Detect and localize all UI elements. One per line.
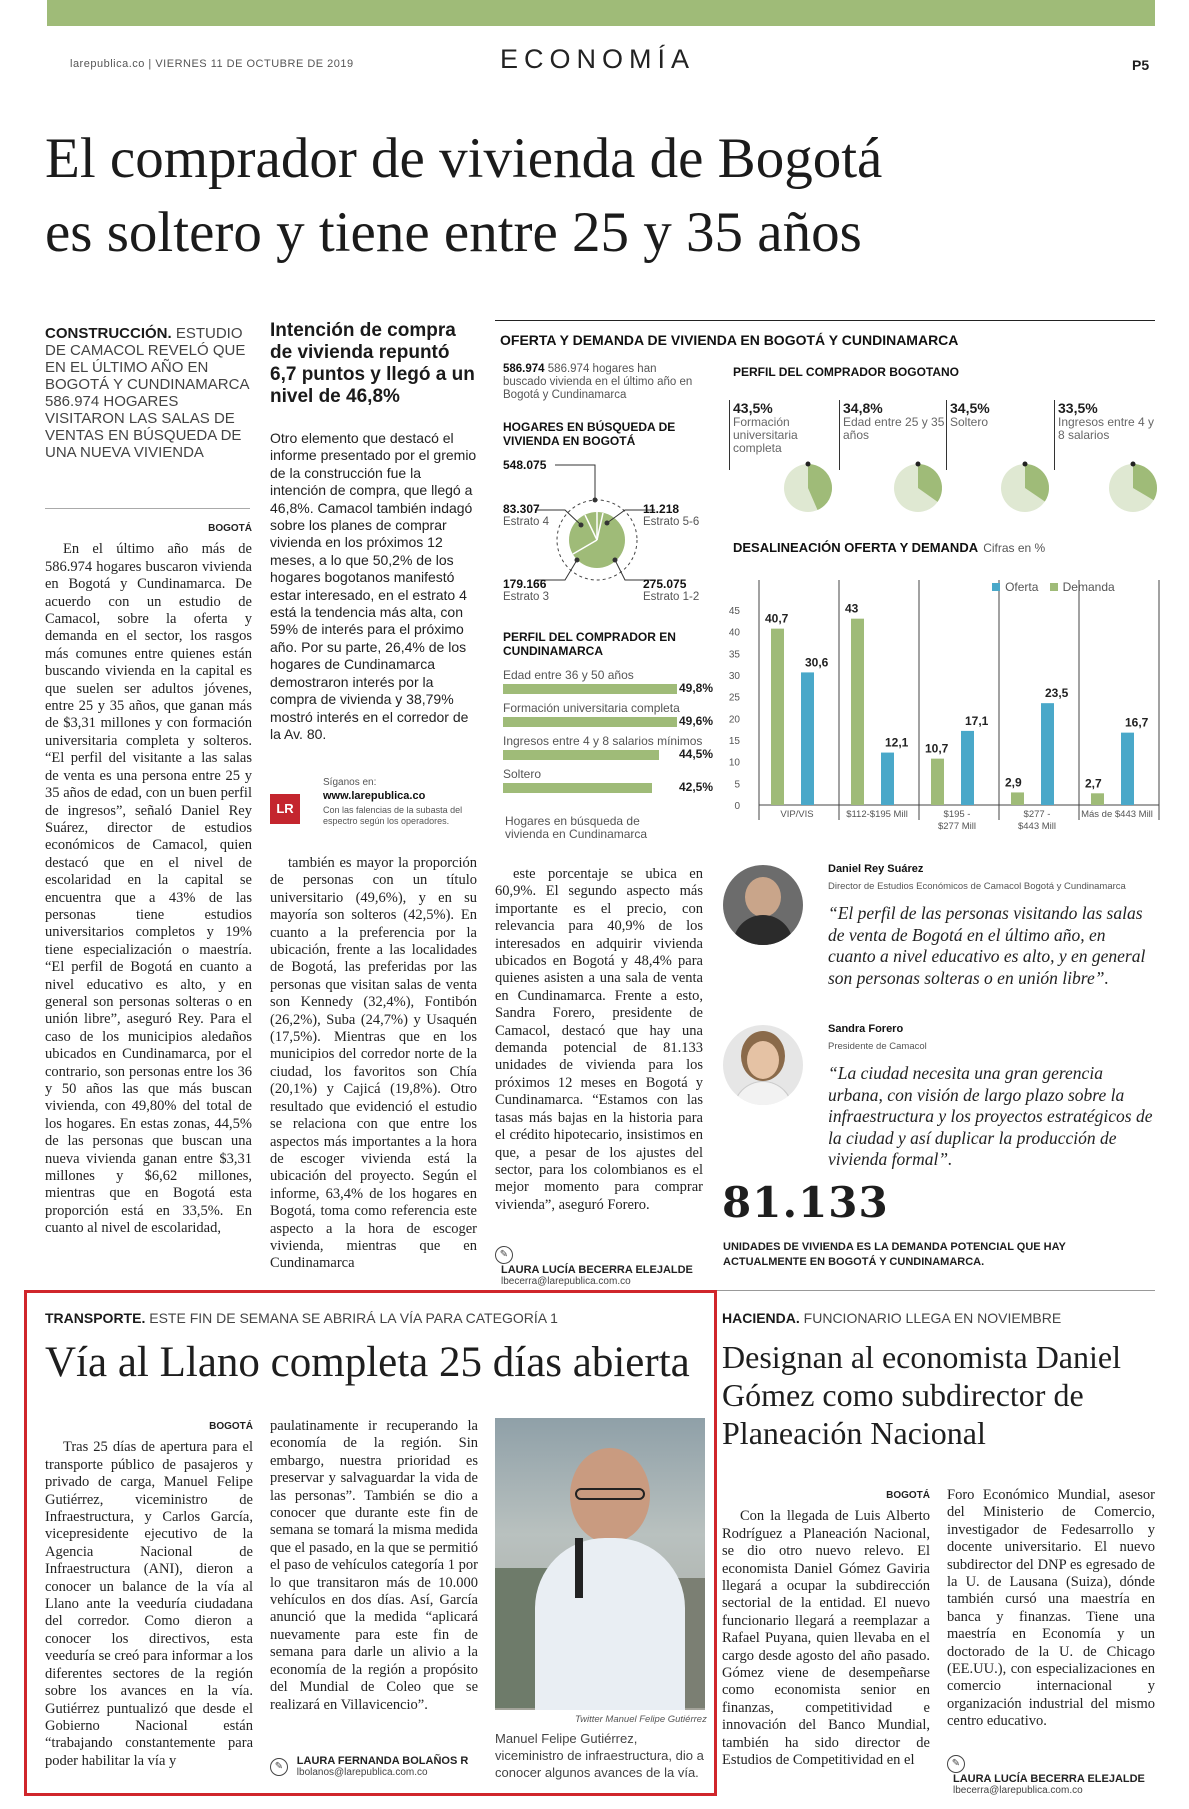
perfil-desc: Edad entre 25 y 35 años bbox=[843, 415, 945, 442]
avatar-sandra-forero bbox=[723, 1025, 803, 1105]
estrato-3 bbox=[503, 577, 549, 604]
cund-bar-label: Ingresos entre 4 y 8 salarios mínimos bbox=[503, 734, 703, 748]
big-number: 81.133 bbox=[722, 1178, 889, 1227]
bar-value-label: 12,1 bbox=[885, 735, 909, 750]
x-category-label-line2: $443 Mill bbox=[1017, 821, 1057, 832]
estrato-value: 83.307 bbox=[503, 502, 540, 516]
perfil-desc: Ingresos entre 4 y 8 salarios bbox=[1058, 415, 1155, 442]
main-kicker bbox=[45, 325, 250, 461]
perfil-item bbox=[843, 400, 948, 442]
quote-1-role: Director de Estudios Económicos de Camacol Bogotá y Cundinamarca bbox=[828, 881, 1126, 892]
perfil-pie bbox=[778, 458, 838, 518]
byline-icon: ✎ bbox=[495, 1246, 513, 1264]
sidebar-text: Otro elemento que destacó el informe presentado por el gremio de la construcción fue la intención de compra, que llegó a 46,8%. Camacol también indagó sobre los planes de comprar vivienda en los próximos 12 meses, a lo que 50,2% de los hogares bogotanos manifestó estar interesado, en el estrato 4 está la tendencia más alta, con 59% de interés para el próximo año. Por su parte, 26,4% de los hogares de Cundinamarca demostraron interés por la compra de vivienda y 38,79% mostró interés en el corredor de la Av. 80. bbox=[270, 430, 477, 742]
chart-title: DESALINEACIÓN OFERTA Y DEMANDA bbox=[733, 540, 979, 555]
main-article-col2 bbox=[270, 855, 477, 1280]
hacienda-text-col1: Con la llegada de Luis Alberto Rodríguez a Planeación Nacional, se dio otro nuevo relevo. El economista Daniel Gómez Gaviria llegará a ocupar la subdirección sectorial de la entidad. El nuevo funcionario llegará a reemplazar a Rafael Puyana, quien llevaba en el cargo desde agosto del año pasado. Gómez viene de desempeñarse como economista senior en finanzas, competitividad e innovación del Banco Mundial, también ha sido director de Estudios de Competitividad en el bbox=[722, 1508, 930, 1769]
bar-oferta bbox=[961, 731, 974, 805]
cund-bar-value: 49,6% bbox=[678, 714, 713, 728]
transport-kicker-label: TRANSPORTE. bbox=[45, 1310, 146, 1326]
hogares-intro: 586.974 586.974 hogares han buscado vivienda en el último año en Bogotá y Cundinamarca bbox=[503, 363, 693, 401]
chart-subtitle: Cifras en % bbox=[983, 541, 1046, 555]
chart-heading bbox=[733, 537, 1045, 556]
cund-bar-row bbox=[503, 701, 713, 727]
y-tick-label: 45 bbox=[728, 606, 740, 617]
dateline: BOGOTÁ bbox=[208, 523, 252, 534]
byline-email[interactable]: lbecerra@larepublica.com.co bbox=[953, 1785, 1083, 1796]
estrato-label: Estrato 4 bbox=[503, 516, 550, 528]
article-text-col3: este porcentaje se ubica en 60,9%. El segundo aspecto más importante es el precio, con relevancia para 40,9% de los interesados en adquirir vivienda ubicados en Bogotá y 48,4% para quienes asisten a una sala de venta en Cundinamarca. Frente a esto, Sandra Forero, presidente de Camacol, destacó que hay una demanda potencial de 81.133 unidades de vivienda para los próximos 12 meses en Bogotá y Cundinamarca. “Estamos con las tasas más bajas en la historia para el crédito hipotecario, insistimos en que, a pesar de los ajustes del sector, para los colombianos es el mejor momento para comprar vivienda”, aseguró Forero. bbox=[495, 866, 703, 1213]
top-color-bar bbox=[47, 0, 1155, 26]
follow-box bbox=[270, 776, 480, 838]
transport-kicker-text: ESTE FIN DE SEMANA SE ABRIRÁ LA VÍA PARA CATEGORÍA 1 bbox=[149, 1310, 558, 1326]
estrato-value: 275.075 bbox=[643, 577, 687, 591]
y-tick-label: 25 bbox=[728, 692, 740, 704]
hacienda-headline: Designan al economista Daniel Gómez como subdirector de Planeación Nacional bbox=[722, 1339, 1121, 1451]
byline-email[interactable]: lbecerra@larepublica.com.co bbox=[501, 1276, 631, 1287]
x-category-label-line2: $277 Mill bbox=[937, 821, 977, 832]
transport-col1 bbox=[45, 1418, 253, 1788]
transport-byline bbox=[270, 1755, 480, 1778]
bar-oferta bbox=[801, 672, 814, 805]
cund-bar-value: 42,5% bbox=[678, 780, 713, 794]
hacienda-col2 bbox=[947, 1487, 1155, 1752]
bar-value-label: 2,7 bbox=[1085, 776, 1102, 791]
y-tick-label: 30 bbox=[728, 671, 740, 682]
main-headline bbox=[45, 122, 1145, 270]
big-number-caption: UNIDADES DE VIVIENDA ES LA DEMANDA POTENCIAL QUE HAY ACTUALMENTE EN BOGOTÁ Y CUNDINAMARCA. bbox=[723, 1241, 1066, 1268]
bar-demanda bbox=[851, 619, 864, 805]
cund-bar bbox=[503, 684, 677, 694]
perfil-pct: 33,5% bbox=[1058, 400, 1098, 416]
cund-bar bbox=[503, 783, 652, 793]
bar-demanda bbox=[771, 629, 784, 805]
quote-2-role: Presidente de Camacol bbox=[828, 1041, 927, 1052]
y-tick-label: 40 bbox=[728, 627, 740, 639]
bar-value-label: 16,7 bbox=[1125, 715, 1149, 730]
main-byline bbox=[495, 1246, 705, 1287]
perfil-pie bbox=[888, 458, 948, 518]
infographic-title: OFERTA Y DEMANDA DE VIVIENDA EN BOGOTÁ Y CUNDINAMARCA bbox=[500, 332, 959, 348]
cund-bar bbox=[503, 717, 677, 727]
cund-bar-label: Formación universitaria completa bbox=[503, 701, 680, 715]
perfil-pct: 34,5% bbox=[950, 400, 990, 416]
estrato-label: Estrato 5-6 bbox=[643, 516, 700, 528]
quote-2-name: Sandra Forero bbox=[828, 1023, 904, 1035]
follow-label: Síganos en: bbox=[323, 777, 377, 788]
legend-demanda: Demanda bbox=[1062, 580, 1115, 594]
quote-1-name: Daniel Rey Suárez bbox=[828, 863, 924, 875]
byline-name: LAURA LUCÍA BECERRA ELEJALDE bbox=[953, 1773, 1145, 1785]
page-number: P5 bbox=[1132, 57, 1150, 73]
desalineacion-chart bbox=[720, 560, 1160, 845]
chart-legend bbox=[992, 576, 1115, 595]
cund-bar-row bbox=[503, 668, 713, 694]
byline-email[interactable]: lbolanos@larepublica.com.co bbox=[296, 1767, 428, 1778]
legend-demanda-swatch bbox=[1050, 583, 1058, 591]
bar-oferta bbox=[1041, 703, 1054, 805]
bar-demanda bbox=[1011, 792, 1024, 805]
cund-bar-value: 49,8% bbox=[678, 681, 713, 695]
cund-bar-label: Edad entre 36 y 50 años bbox=[503, 668, 634, 682]
headline-line-1: El comprador de vivienda de Bogotá bbox=[45, 127, 883, 190]
bar-value-label: 2,9 bbox=[1005, 775, 1022, 790]
quote-1-text: “El perfil de las personas visitando las salas de venta de Bogotá en el último año, en cuanto a nivel educativo es alto, y en general son personas solteras o en unión libre”. bbox=[828, 903, 1146, 988]
sidebar-title: Intención de compra de vivienda repuntó 6,7 puntos y llegó a un nivel de 46,8% bbox=[270, 320, 475, 407]
perfil-pie bbox=[1103, 458, 1163, 518]
site-and-date: larepublica.co | VIERNES 11 DE OCTUBRE DE 2019 bbox=[70, 58, 354, 70]
estrato-label: Estrato 1-2 bbox=[643, 591, 700, 603]
cund-bar-value: 44,5% bbox=[678, 747, 713, 761]
hacienda-col1 bbox=[722, 1487, 930, 1787]
infographic-top-rule bbox=[495, 320, 1155, 321]
transport-text-col2: paulatinamente ir recuperando la economía de la región. Sin embargo, nuestra prioridad es preservar y salvaguardar la vida de las personas”. También se dio a conocer que durante este fin de semana se tomará la misma medida que el pasado, en la que se permitió el paso de vehículos categoría 1 por lo que transitaron más de 10.000 vehículos en dos días. Así, García anunció que la medida “aplicará nuevamente para este fin de semana para darle un alivio a la economía de la región a propósito del Mundial de Coleo que se realizará en Villavicencio”. bbox=[270, 1418, 478, 1713]
y-tick-label: 0 bbox=[734, 801, 740, 812]
x-category-label: Más de $443 Mill bbox=[1081, 809, 1153, 820]
main-article-col3 bbox=[495, 866, 703, 1241]
hacienda-byline bbox=[947, 1755, 1157, 1796]
cund-title: PERFIL DEL COMPRADOR EN CUNDINAMARCA bbox=[503, 630, 676, 658]
x-category-label: $112-$195 Mill bbox=[846, 809, 908, 820]
hacienda-kicker-text: FUNCIONARIO LLEGA EN NOVIEMBRE bbox=[803, 1310, 1062, 1326]
article-text-col2: también es mayor la proporción de personas con un título universitario (49,6%), y en su mayoría son solteros (42,5%). En cuanto a la preferencia por la ubicación, frente a las localidades de Bogotá, las preferidas por las personas que visitan salas de venta son Kennedy (32,4%), Fontibón (26,2%), Suba (24,7%) y Usaquén (17,5%). Mientras que en los municipios del corredor norte de la ciudad, los favoritos son Chía (20,1%) y Cajicá (19,8%). Otro resultado que evidenció el estudio se relaciona con que entre los aspectos más importantes a la hora de escoger vivienda está la ubicación del proyecto. Según el informe, 63,4% de los hogares en Bogotá, toma como referencia este aspecto a la hora de escoger vivienda, mientras que en Cundinamarca bbox=[270, 855, 477, 1272]
byline-name: LAURA FERNANDA BOLAÑOS R bbox=[296, 1755, 469, 1767]
estrato-1-2 bbox=[643, 577, 699, 604]
perfil-item bbox=[733, 400, 838, 455]
perfil-pct: 34,8% bbox=[843, 400, 883, 416]
perfil-item bbox=[1058, 400, 1163, 442]
hacienda-dateline: BOGOTÁ bbox=[886, 1490, 930, 1501]
x-category-label: VIP/VIS bbox=[780, 809, 814, 820]
x-category-label: $277 - bbox=[1023, 809, 1051, 820]
perfil-pie bbox=[995, 458, 1055, 518]
hacienda-text-col2: Foro Económico Mundial, asesor del Ministerio de Comercio, investigador de Fedesarrollo y docente universitario. El nuevo subdirector del DNP es egresado de la U. de Lausana (Suiza), dónde también cursó una maestría en banca y finanzas. Tiene una maestría en Economía y un doctorado de la U. de Chicago (EE.UU.), con especializaciones en comercio internacional y organización industrial del mismo centro educativo. bbox=[947, 1487, 1155, 1730]
article-text-col1: En el último año más de 586.974 hogares buscaron vivienda en Bogotá y Cundinamarca. De acuerdo con un estudio de Camacol, sobre la oferta y demanda en el sector, los rasgos más comunes entre quienes están buscando vivienda en la capital es que suelen ser adultos jóvenes, entre 25 y 35 años, que ganan más de $3,31 millones y con formación universitaria completa y solteros. “El perfil del visitante a las salas de venta es una persona entre 25 y 35 años de edad, con un buen perfil de ingresos”, señaló Daniel Rey Suárez, director de estudios económicos de Camacol, quien destacó que en el nivel de escolaridad en la capital se encuentra que a 43% de las personas tiene estudios universitarios completos y 19% tiene especialización o maestría. “El perfil de Bogotá en cuanto a nivel educativo es alto, y en general son personas solteras o en unión libre”, aseguró Rey. Para el caso de los municipios aledaños ubicados en Cundinamarca, por el contrario, son personas entre los 36 y 50 años las que más buscan vivienda, con 49,80% del total de los hogares. En estas zonas, 44,5% de las personas que buscan una nueva vivienda ganan entre $3,31 millones y $6,62 millones, mientras que en Bogotá esta proporción está en 33,5%. En cuanto al nivel de escolaridad, bbox=[45, 541, 252, 1237]
hogares-total: 548.075 bbox=[503, 458, 547, 472]
transport-dateline: BOGOTÁ bbox=[209, 1421, 253, 1432]
y-tick-label: 15 bbox=[728, 736, 740, 747]
section-name: ECONOMÍA bbox=[500, 44, 696, 74]
perfil-desc: Formación universitaria completa bbox=[733, 415, 798, 455]
bar-demanda bbox=[1091, 793, 1104, 805]
hogares-title: HOGARES EN BÚSQUEDA DE VIVIENDA EN BOGOTÁ bbox=[503, 420, 676, 448]
transport-kicker bbox=[45, 1310, 695, 1327]
perfil-pct: 43,5% bbox=[733, 400, 773, 416]
kicker-text: ESTUDIO DE CAMACOL REVELÓ QUE EN EL ÚLTIMO AÑO EN BOGOTÁ Y CUNDINAMARCA 586.974 HOGARES VISITARON LAS SALAS DE VENTAS EN BÚSQUEDA DE UNA NUEVA VIVIENDA bbox=[45, 325, 249, 461]
bar-value-label: 30,6 bbox=[805, 655, 829, 670]
hogares-intro-text: 586.974 hogares han buscado vivienda en el último año en Bogotá y Cundinamarca bbox=[503, 363, 693, 401]
photo-credit: Twitter Manuel Felipe Gutiérrez bbox=[575, 1714, 707, 1725]
bar-value-label: 10,7 bbox=[925, 741, 949, 756]
follow-url[interactable]: www.larepublica.co bbox=[323, 790, 426, 802]
legend-oferta: Oferta bbox=[1005, 580, 1039, 594]
y-tick-label: 10 bbox=[728, 757, 740, 769]
perfil-title: PERFIL DEL COMPRADOR BOGOTANO bbox=[733, 365, 960, 379]
avatar-daniel-rey bbox=[723, 865, 803, 945]
cund-bar bbox=[503, 750, 659, 760]
bar-value-label: 43 bbox=[845, 601, 859, 616]
follow-note: Con las falencias de la subasta del espectro según los operadores. bbox=[323, 805, 463, 826]
perfil-item bbox=[950, 400, 1055, 429]
y-tick-label: 35 bbox=[728, 649, 740, 661]
hacienda-kicker-label: HACIENDA. bbox=[722, 1310, 800, 1326]
legend-oferta-swatch bbox=[992, 583, 1000, 591]
bar-oferta bbox=[881, 753, 894, 805]
kicker-label: CONSTRUCCIÓN. bbox=[45, 325, 172, 342]
main-article-col1 bbox=[45, 520, 252, 1280]
byline-icon: ✎ bbox=[947, 1755, 965, 1773]
estrato-label: Estrato 3 bbox=[503, 591, 550, 603]
bar-oferta bbox=[1121, 733, 1134, 805]
headline-line-2: es soltero y tiene entre 25 y 35 años bbox=[45, 201, 862, 264]
cund-note: Hogares en búsqueda de vivienda en Cundinamarca bbox=[505, 814, 648, 841]
x-category-label: $195 - bbox=[943, 809, 971, 820]
lr-logo: LR bbox=[270, 794, 300, 824]
y-tick-label: 20 bbox=[728, 714, 740, 726]
hacienda-kicker bbox=[722, 1310, 1152, 1327]
bar-value-label: 40,7 bbox=[765, 611, 789, 626]
bar-value-label: 23,5 bbox=[1045, 686, 1069, 701]
cund-bar-row bbox=[503, 767, 713, 793]
bar-value-label: 17,1 bbox=[965, 713, 989, 728]
bar-demanda bbox=[931, 759, 944, 805]
byline-icon: ✎ bbox=[270, 1758, 288, 1776]
estrato-4 bbox=[503, 502, 549, 529]
quote-2-text: “La ciudad necesita una gran gerencia urbana, con visión de largo plazo sobre la infraestructura y los proyectos estratégicos de la ciudad y así duplicar la producción de vivienda formal”. bbox=[828, 1063, 1153, 1169]
byline-name: LAURA LUCÍA BECERRA ELEJALDE bbox=[501, 1264, 693, 1276]
cund-bar-row bbox=[503, 734, 713, 760]
transport-headline: Vía al Llano completa 25 días abierta bbox=[45, 1339, 690, 1386]
column-divider bbox=[45, 508, 250, 509]
estrato-5-6 bbox=[643, 502, 699, 529]
transport-col2 bbox=[270, 1418, 478, 1748]
transport-photo bbox=[495, 1418, 705, 1710]
cund-bar-label: Soltero bbox=[503, 767, 542, 781]
estrato-value: 179.166 bbox=[503, 577, 547, 591]
transport-text-col1: Tras 25 días de apertura para el transporte público de pasajeros y privado de carga, Manuel Felipe Gutiérrez, viceministro de Infraestructura, y Carlos García, vicepresidente ejecutivo de la Agencia Nacional de Infraestructura (ANI), dieron a conocer un balance de la vía al Llano ante la veeduría ciudadana del corredor. Como dieron a conocer los directivos, esta veeduría se creó para informar a los diferentes sectores de la región sobre los avances en la vía. Gutiérrez puntualizó que desde el Gobierno Nacional están “trabajando constantemente para poder habilitar la vía y bbox=[45, 1439, 253, 1769]
photo-caption: Manuel Felipe Gutiérrez, viceministro de infraestructura, dio a conocer algunos avances de la vía. bbox=[495, 1731, 704, 1780]
y-tick-label: 5 bbox=[734, 779, 740, 791]
perfil-desc: Soltero bbox=[950, 415, 989, 429]
estrato-value: 11.218 bbox=[643, 502, 680, 516]
